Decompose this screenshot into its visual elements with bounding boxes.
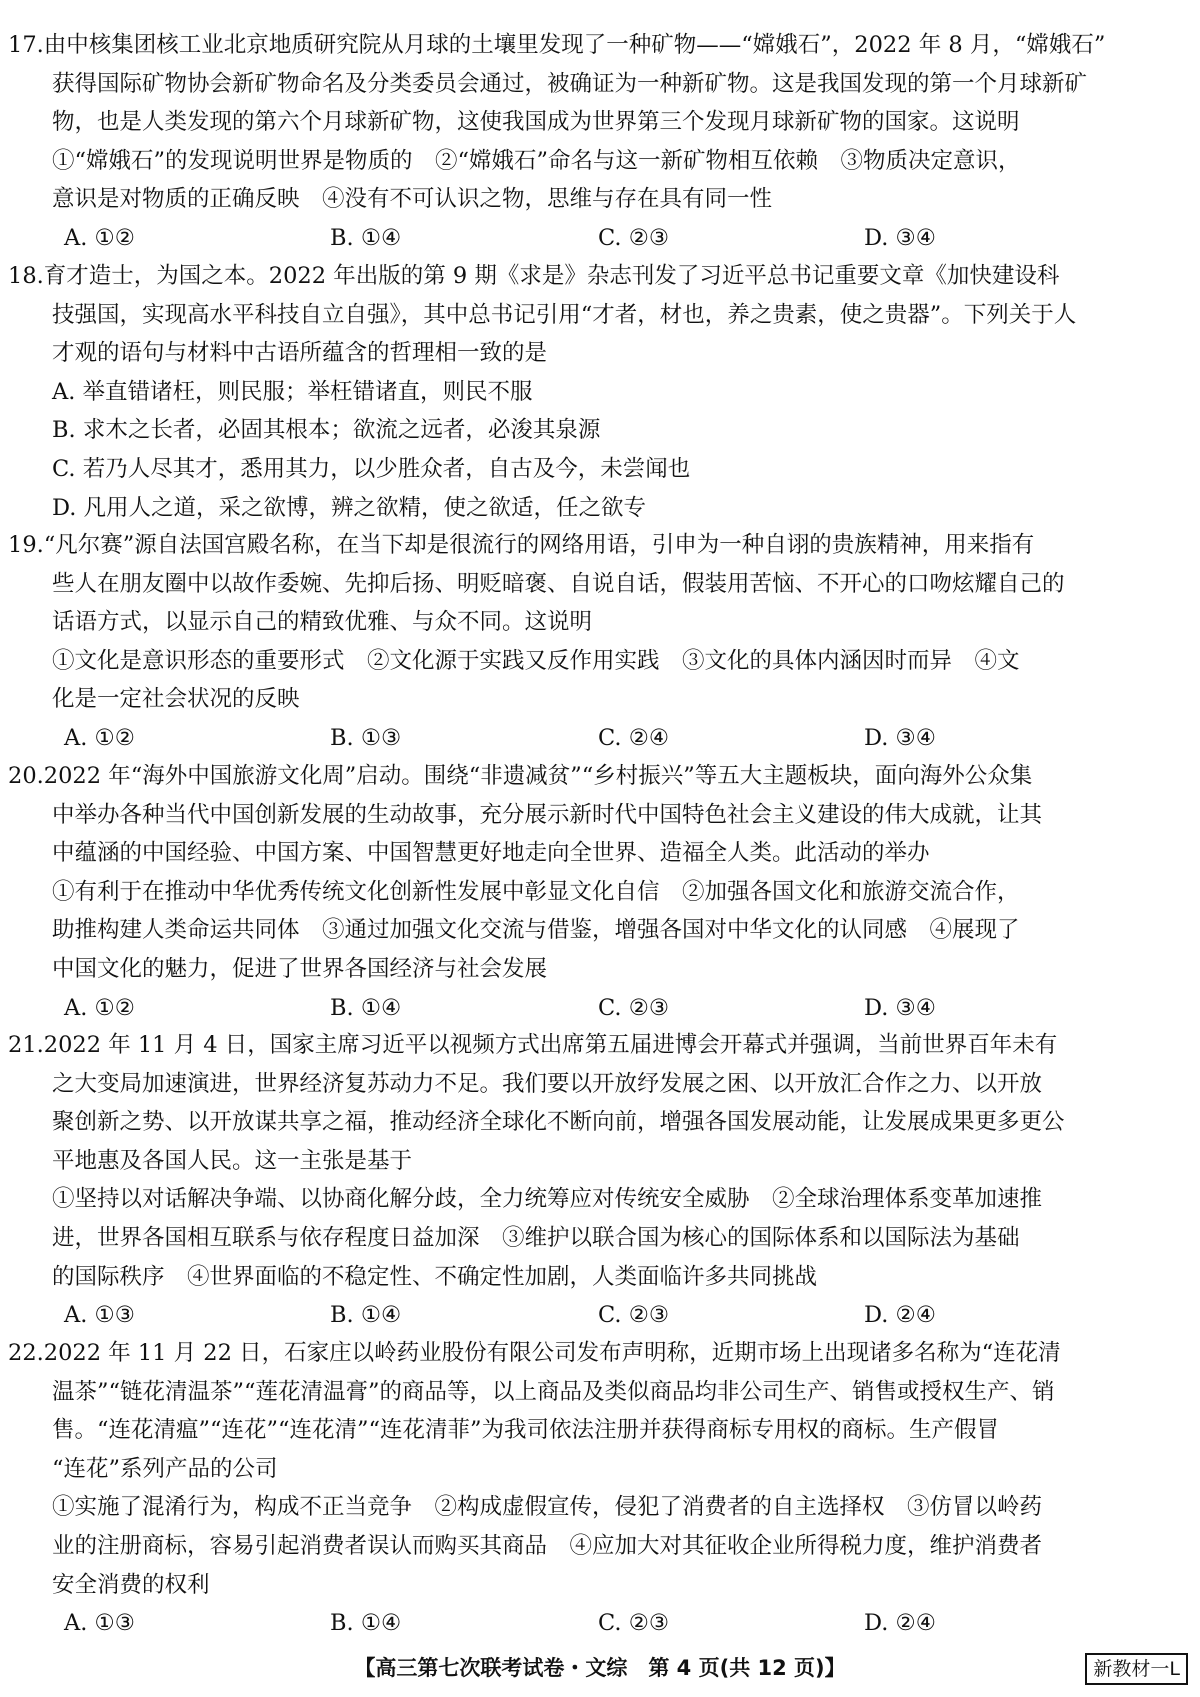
question-21 — [8, 1026, 1198, 1335]
question-stem-line: 之大变局加速演进，世界经济复苏动力不足。我们要以开放纾发展之困、以开放汇合作之力、以开放 — [52, 1070, 1043, 1097]
statement-line: ①实施了混淆行为，构成不正当竞争 ②构成虚假宣传，侵犯了消费者的自主选择权 ③仿冒以岭药 — [52, 1494, 1043, 1521]
answer-options — [8, 1604, 1198, 1643]
option-b: B. ①③ — [330, 724, 402, 751]
question-stem-line: 22.2022 年 11 月 22 日，石家庄以岭药业股份有限公司发布声明称，近期市场上出现诸多名称为“连花清 — [8, 1340, 1061, 1366]
question-stem-line: 技强国，实现高水平科技自立自强》，其中总书记引用“才者，材也，养之贵素，使之贵器”。下列关于人 — [52, 301, 1077, 328]
question-stem-line: 平地惠及各国人民。这一主张是基于 — [52, 1147, 413, 1174]
statement-line: 业的注册商标，容易引起消费者误认而购买其商品 ④应加大对其征收企业所得税力度，维护消费者 — [52, 1532, 1043, 1559]
statement-line: ①坚持以对话解决争端、以协商化解分歧，全力统筹应对传统安全威胁 ②全球治理体系变革加速推 — [52, 1186, 1043, 1213]
statement-line: 的国际秩序 ④世界面临的不稳定性、不确定性加剧，人类面临许多共同挑战 — [52, 1263, 818, 1290]
question-stem-line: 话语方式，以显示自己的精致优雅、与众不同。这说明 — [52, 609, 593, 636]
question-20 — [8, 757, 1198, 1027]
option-a: A. 举直错诸枉，则民服；举枉错诸直，则民不服 — [52, 378, 533, 405]
option-b: B. ①④ — [330, 1610, 402, 1637]
question-stem-line: 才观的语句与材料中古语所蕴含的哲理相一致的是 — [52, 340, 548, 367]
option-c: C. ②③ — [598, 224, 670, 251]
option-d: D. ③④ — [864, 224, 936, 251]
question-stem-line: 获得国际矿物协会新矿物命名及分类委员会通过，被确证为一种新矿物。这是我国发现的第一个月球新矿 — [52, 70, 1088, 97]
question-stem-line: 物，也是人类发现的第六个月球新矿物，这使我国成为世界第三个发现月球新矿物的国家。这说明 — [52, 109, 1020, 136]
statement-line: ①有利于在推动中华优秀传统文化创新性发展中彰显文化自信 ②加强各国文化和旅游交流合作， — [52, 878, 1020, 905]
option-c: C. ②③ — [598, 994, 670, 1021]
statement-line: 意识是对物质的正确反映 ④没有不可认识之物，思维与存在具有同一性 — [52, 186, 773, 213]
statement-line: ①“嫦娥石”的发现说明世界是物质的 ②“嫦娥石”命名与这一新矿物相互依赖 ③物质决定意识， — [52, 147, 1021, 174]
option-d: D. 凡用人之道，采之欲博，辨之欲精，使之欲适，任之欲专 — [52, 494, 647, 521]
option-a: A. ①③ — [64, 1610, 135, 1637]
option-c: C. ②③ — [598, 1610, 670, 1637]
question-stem-line: 中蕴涵的中国经验、中国方案、中国智慧更好地走向全世界、造福全人类。此活动的举办 — [52, 840, 930, 867]
question-stem-line: 温茶”“链花清温茶”“莲花清温膏”的商品等，以上商品及类似商品均非公司生产、销售或授权生产、销 — [52, 1378, 1055, 1405]
option-d: D. ③④ — [864, 724, 936, 751]
statement-line: 中国文化的魅力，促进了世界各国经济与社会发展 — [52, 955, 548, 982]
question-stem-line: 18.育才造士，为国之本。2022 年出版的第 9 期《求是》杂志刊发了习近平总书记重要文章《加快建设科 — [8, 263, 1060, 289]
question-17 — [8, 26, 1198, 258]
question-stem-line: “连花”系列产品的公司 — [52, 1455, 278, 1482]
option-b: B. ①④ — [330, 994, 402, 1021]
question-stem-line: 聚创新之势、以开放谋共享之福，推动经济全球化不断向前，增强各国发展动能，让发展成果更多更公 — [52, 1109, 1065, 1136]
question-stem-line: 售。“连花清瘟”“连花”“连花清”“连花清菲”为我司依法注册并获得商标专用权的商标。生产假冒 — [52, 1417, 1000, 1444]
question-stem-line: 20.2022 年“海外中国旅游文化周”启动。围绕“非遗减贫”“乡村振兴”等五大主题板块，面向海外公众集 — [8, 763, 1033, 789]
edition-badge: 新教材一L — [1085, 1653, 1188, 1685]
answer-options — [8, 989, 1198, 1028]
option-d: D. ③④ — [864, 994, 936, 1021]
option-d: D. ②④ — [864, 1302, 936, 1329]
option-b: B. ①④ — [330, 1302, 402, 1329]
option-a: A. ①② — [64, 994, 135, 1021]
statement-line: 安全消费的权利 — [52, 1571, 210, 1598]
question-stem-line: 中举办各种当代中国创新发展的生动故事，充分展示新时代中国特色社会主义建设的伟大成就，让其 — [52, 801, 1043, 828]
question-18 — [8, 257, 1198, 527]
statement-line: 助推构建人类命运共同体 ③通过加强文化交流与借鉴，增强各国对中华文化的认同感 ④展现了 — [52, 917, 1020, 944]
question-stem-line: 些人在朋友圈中以故作委婉、先抑后扬、明贬暗褒、自说自话，假装用苦恼、不开心的口吻炫耀自己的 — [52, 570, 1065, 597]
answer-options — [8, 219, 1198, 258]
option-c: C. ②④ — [598, 724, 670, 751]
question-19 — [8, 526, 1198, 758]
option-a: A. ①② — [64, 724, 135, 751]
option-c: C. 若乃人尽其才，悉用其力，以少胜众者，自古及今，未尝闻也 — [52, 455, 691, 482]
option-d: D. ②④ — [864, 1610, 936, 1637]
page-footer — [0, 1648, 1200, 1688]
question-stem-line: 19.“凡尔赛”源自法国宫殿名称，在当下却是很流行的网络用语，引申为一种自诩的贵族精神，用来指有 — [8, 532, 1035, 558]
statement-line: 化是一定社会状况的反映 — [52, 686, 300, 713]
answer-options — [8, 1296, 1198, 1335]
statement-line: 进，世界各国相互联系与依存程度日益加深 ③维护以联合国为核心的国际体系和以国际法为基础 — [52, 1224, 1020, 1251]
statement-line: ①文化是意识形态的重要形式 ②文化源于实践又反作用实践 ③文化的具体内涵因时而异 ④文 — [52, 647, 1020, 674]
question-22 — [8, 1334, 1198, 1643]
option-b: B. 求木之长者，必固其根本；欲流之远者，必浚其泉源 — [52, 417, 601, 444]
question-stem-line: 21.2022 年 11 月 4 日，国家主席习近平以视频方式出席第五届进博会开幕式并强调，当前世界百年未有 — [8, 1032, 1058, 1058]
option-a: A. ①③ — [64, 1302, 135, 1329]
answer-options — [8, 719, 1198, 758]
option-b: B. ①④ — [330, 224, 402, 251]
question-stem-line: 17.由中核集团核工业北京地质研究院从月球的土壤里发现了一种矿物——“嫦娥石”，2022 年 8 月，“嫦娥石” — [8, 32, 1106, 58]
footer-title: 【高三第七次联考试卷・文综 第 4 页(共 12 页)】 — [354, 1656, 846, 1680]
option-a: A. ①② — [64, 224, 135, 251]
option-c: C. ②③ — [598, 1302, 670, 1329]
